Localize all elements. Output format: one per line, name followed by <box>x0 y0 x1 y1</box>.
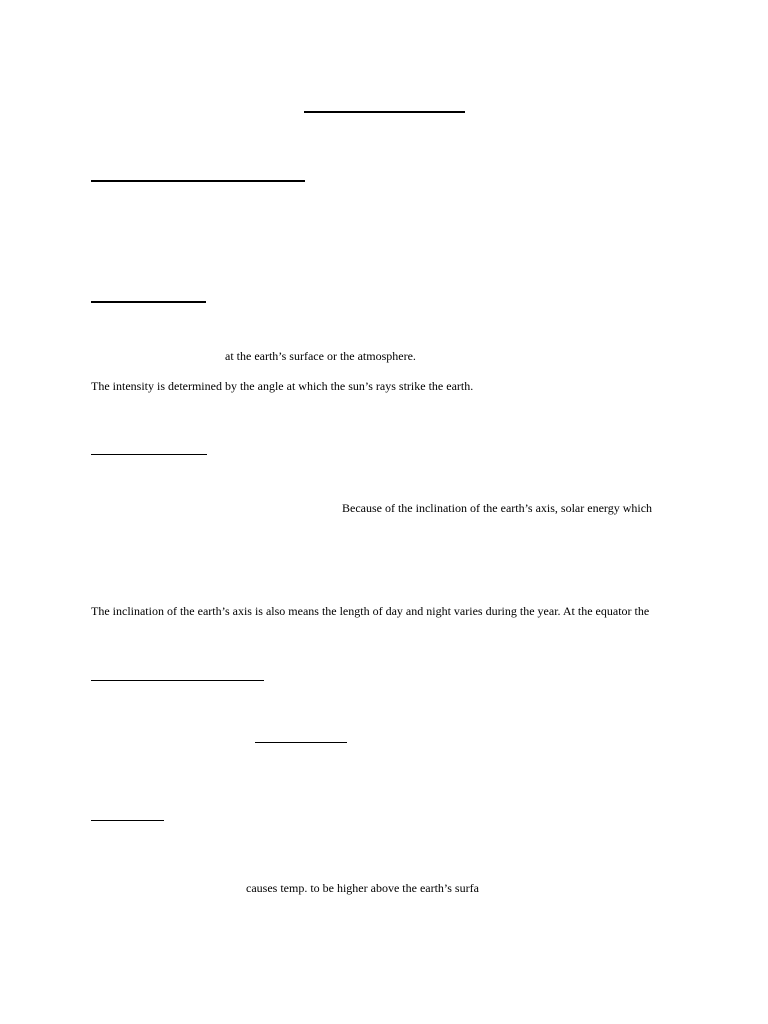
text-line-intensity: The intensity is determined by the angle at which the sun’s rays strike the earth. <box>91 379 474 393</box>
subheading-underline-2 <box>91 454 207 455</box>
section-heading-underline <box>91 180 305 182</box>
subheading-underline-3 <box>91 680 264 681</box>
subheading-underline-4 <box>91 820 164 821</box>
title-underline <box>304 111 465 113</box>
text-line-day-night: The inclination of the earth’s axis is also means the length of day and night varies during the year. At the equator the <box>91 604 650 618</box>
text-line-surface-atmosphere: at the earth’s surface or the atmosphere. <box>225 349 416 363</box>
subheading-underline-1 <box>91 301 206 303</box>
inline-blank-underline <box>255 742 347 743</box>
text-line-temperature: causes temp. to be higher above the earth’s surfa <box>246 881 479 895</box>
text-line-inclination-solar: Because of the inclination of the earth’s axis, solar energy which <box>342 501 653 515</box>
